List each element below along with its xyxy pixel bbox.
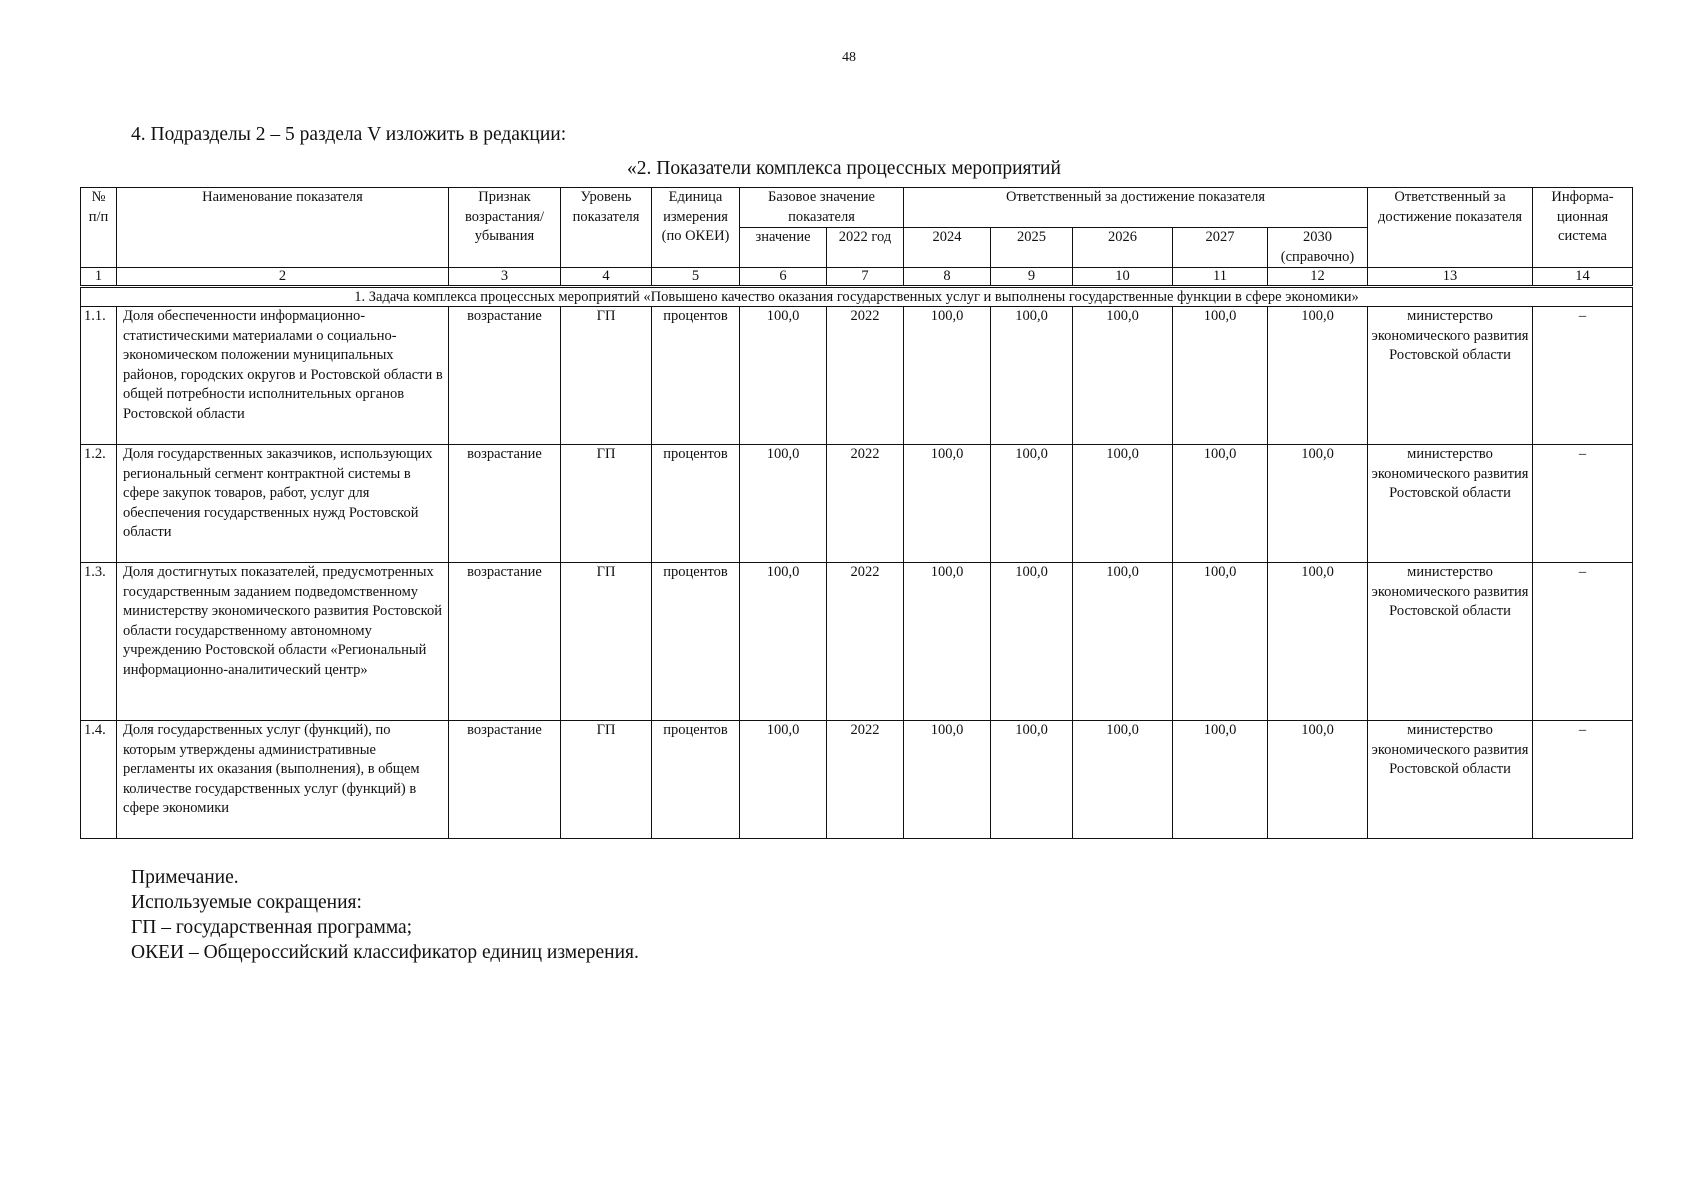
notes-block (131, 865, 639, 965)
header-name: Наименование показателя (117, 188, 449, 268)
section-subtitle: «2. Показатели комплекса процессных мероприятий (627, 158, 1061, 179)
row-name: Доля достигнутых показателей, предусмотренных государственным заданием подведомственному министерству экономического развития Ростовской области государственному автономному учреждению Ростовской области «Региональный информационно-аналитический центр» (117, 563, 449, 721)
column-number: 14 (1533, 268, 1633, 287)
row-value-2024: 100,0 (904, 721, 991, 839)
header-base-year: 2022 год (827, 228, 904, 268)
row-name: Доля государственных услуг (функций), по которым утверждены административные регламенты их оказания (выполнения), в общем количестве государственных услуг (функций) в сфере экономики (117, 721, 449, 839)
row-level: ГП (561, 721, 652, 839)
row-value-2027: 100,0 (1173, 721, 1268, 839)
table-row (81, 563, 1633, 721)
header-2024: 2024 (904, 228, 991, 268)
column-number: 13 (1368, 268, 1533, 287)
row-level: ГП (561, 307, 652, 445)
row-value-2024: 100,0 (904, 563, 991, 721)
row-num: 1.1. (81, 307, 117, 445)
row-base-value: 100,0 (740, 563, 827, 721)
page-number: 48 (842, 50, 856, 65)
row-value-2027: 100,0 (1173, 307, 1268, 445)
row-level: ГП (561, 445, 652, 563)
row-num: 1.4. (81, 721, 117, 839)
table-row (81, 721, 1633, 839)
table-row (81, 445, 1633, 563)
row-level: ГП (561, 563, 652, 721)
row-sign: возрастание (449, 445, 561, 563)
column-number: 10 (1073, 268, 1173, 287)
row-sign: возрастание (449, 307, 561, 445)
row-responsible: министерство экономического развития Ростовской области (1368, 721, 1533, 839)
note-line: ГП – государственная программа; (131, 917, 413, 938)
header-2025: 2025 (991, 228, 1073, 268)
row-info-system: – (1533, 721, 1633, 839)
row-unit: процентов (652, 721, 740, 839)
row-base-value: 100,0 (740, 721, 827, 839)
row-value-2030: 100,0 (1268, 563, 1368, 721)
column-number: 7 (827, 268, 904, 287)
row-value-2025: 100,0 (991, 563, 1073, 721)
header-responsible-group: Ответственный за достижение показателя (904, 188, 1368, 228)
column-number: 11 (1173, 268, 1268, 287)
note-heading: Примечание. (131, 867, 239, 888)
column-number: 8 (904, 268, 991, 287)
row-value-2025: 100,0 (991, 307, 1073, 445)
header-unit: Единица измерения (по ОКЕИ) (652, 188, 740, 268)
note-line: Используемые сокращения: (131, 892, 362, 913)
row-num: 1.3. (81, 563, 117, 721)
indicators-table (80, 187, 1633, 839)
header-num: № п/п (81, 188, 117, 268)
row-responsible: министерство экономического развития Ростовской области (1368, 563, 1533, 721)
row-value-2026: 100,0 (1073, 445, 1173, 563)
row-value-2025: 100,0 (991, 445, 1073, 563)
header-sign: Признак возрастания/ убывания (449, 188, 561, 268)
row-info-system: – (1533, 563, 1633, 721)
intro-text: 4. Подразделы 2 – 5 раздела V изложить в редакции: (131, 124, 567, 145)
row-unit: процентов (652, 445, 740, 563)
row-base-year: 2022 (827, 563, 904, 721)
header-base-value: значение (740, 228, 827, 268)
note-line: ОКЕИ – Общероссийский классификатор единиц измерения. (131, 942, 639, 963)
column-number-row (81, 268, 1633, 287)
row-value-2025: 100,0 (991, 721, 1073, 839)
row-unit: процентов (652, 307, 740, 445)
column-number: 5 (652, 268, 740, 287)
row-value-2026: 100,0 (1073, 307, 1173, 445)
row-num: 1.2. (81, 445, 117, 563)
column-number: 9 (991, 268, 1073, 287)
row-value-2030: 100,0 (1268, 307, 1368, 445)
table-row (81, 307, 1633, 445)
header-2027: 2027 (1173, 228, 1268, 268)
row-value-2030: 100,0 (1268, 445, 1368, 563)
row-info-system: – (1533, 307, 1633, 445)
row-value-2024: 100,0 (904, 445, 991, 563)
column-number: 4 (561, 268, 652, 287)
row-base-value: 100,0 (740, 445, 827, 563)
row-base-year: 2022 (827, 721, 904, 839)
row-value-2030: 100,0 (1268, 721, 1368, 839)
row-value-2026: 100,0 (1073, 563, 1173, 721)
header-row-1 (81, 188, 1633, 228)
column-number: 3 (449, 268, 561, 287)
row-base-value: 100,0 (740, 307, 827, 445)
row-value-2026: 100,0 (1073, 721, 1173, 839)
row-responsible: министерство экономического развития Ростовской области (1368, 307, 1533, 445)
row-base-year: 2022 (827, 445, 904, 563)
header-responsible: Ответственный за достижение показателя (1368, 188, 1533, 268)
task-row (81, 287, 1633, 307)
header-level: Уровень показателя (561, 188, 652, 268)
row-base-year: 2022 (827, 307, 904, 445)
row-value-2027: 100,0 (1173, 445, 1268, 563)
header-2026: 2026 (1073, 228, 1173, 268)
column-number: 1 (81, 268, 117, 287)
header-info: Информа-ционная система (1533, 188, 1633, 268)
row-unit: процентов (652, 563, 740, 721)
row-info-system: – (1533, 445, 1633, 563)
row-value-2024: 100,0 (904, 307, 991, 445)
row-sign: возрастание (449, 563, 561, 721)
column-number: 2 (117, 268, 449, 287)
row-sign: возрастание (449, 721, 561, 839)
column-number: 6 (740, 268, 827, 287)
header-2030: 2030 (справочно) (1268, 228, 1368, 268)
row-name: Доля обеспеченности информационно-статистическими материалами о социально-экономическом положении муниципальных районов, городских округов и Ростовской области в общей потребности исполнительных органов Ростовской области (117, 307, 449, 445)
row-name: Доля государственных заказчиков, использующих региональный сегмент контрактной системы в сфере закупок товаров, работ, услуг для обеспечения государственных нужд Ростовской области (117, 445, 449, 563)
header-base: Базовое значение показателя (740, 188, 904, 228)
row-value-2027: 100,0 (1173, 563, 1268, 721)
column-number: 12 (1268, 268, 1368, 287)
row-responsible: министерство экономического развития Ростовской области (1368, 445, 1533, 563)
task-title: 1. Задача комплекса процессных мероприятий «Повышено качество оказания государственных услуг и выполнены государственные функции в сфере экономики» (81, 287, 1633, 307)
